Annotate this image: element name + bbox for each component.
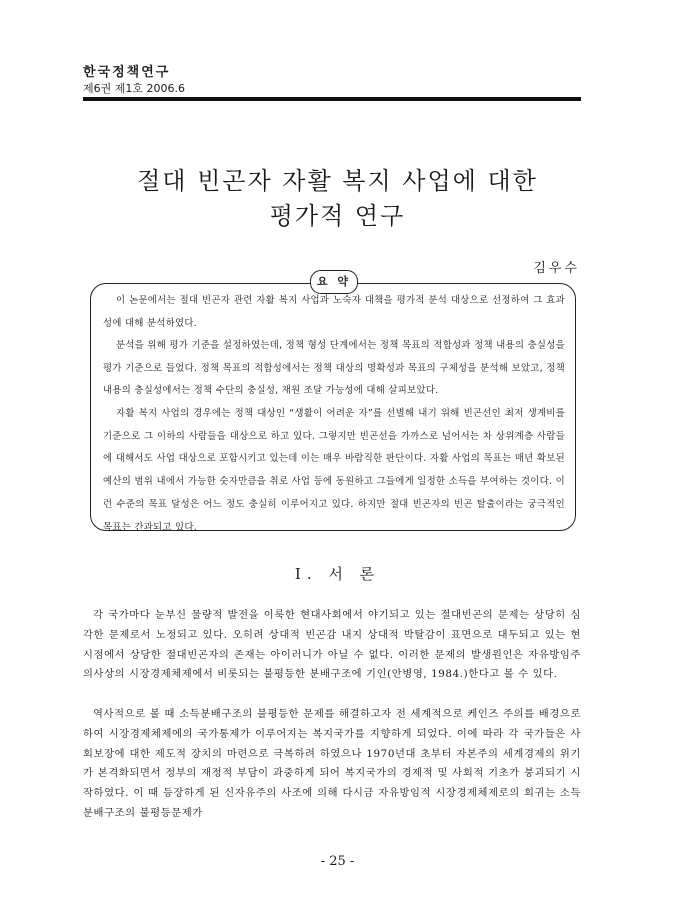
page-number: - 25 - bbox=[320, 854, 355, 869]
abstract-paragraph-1: 이 논문에서는 절대 빈곤자 관련 자활 복지 사업과 노숙자 대책을 평가적 분석 대상으로 선정하여 그 효과성에 대해 분석하였다. bbox=[103, 295, 565, 329]
abstract-paragraph-3: 자활 복지 사업의 경우에는 정책 대상인 “생활이 어려운 자”를 선별해 내기 위해 빈곤선인 최저 생계비를 기준으로 그 이하의 사람들을 대상으로 하고 있다. 그렇지만 빈곤선을 가까스로 넘어서는 차 상위계층 사람들에 대해서도 사업 대상으로 포함시키고 있는데 이는 매우 바람직한 판단이다. 자활 사업의 목표는 매년 확보된 예산의 범위 내에서 가능한 숫자만큼을 취로 사업 등에 동원하고 그들에게 일정한 소득을 부여하는 것이다. 이런 수준의 목표 달성은 어느 정도 충실히 이루어지고 있다. 하지만 절대 빈곤자의 빈곤 탈출이라는 궁극적인 목표는 간과되고 있다. bbox=[103, 408, 565, 533]
journal-issue: 제6권 제1호 2006.6 bbox=[83, 82, 185, 95]
body-paragraph-1: 각 국가마다 눈부신 물량적 발전을 이룩한 현대사회에서 야기되고 있는 절대빈곤의 문제는 상당히 심각한 문제로서 노정되고 있다. 오히려 상대적 빈곤감 내지 상대적 박탈감이 표면으로 대두되고 있는 현 시점에서 상당한 절대빈곤자의 존재는 아이러니가 아닐 수 없다. 이러한 문제의 발생원인은 자유방임주의사상의 시장경제체제에서 비롯되는 불평등한 분배구조에 기인(안병영, 1984.)한다고 볼 수 있다. bbox=[83, 609, 581, 681]
abstract-paragraph-2: 분석을 위해 평가 기준을 설정하였는데, 정책 형성 단계에서는 정책 목표의 적합성과 정책 내용의 충실성을 평가 기준으로 들었다. 정책 목표의 적합성에서는 정책 대상의 명확성과 목표의 구체성을 분석해 보았고, 정책 내용의 충실성에서는 정책 수단의 충실성, 재원 조달 가능성에 대해 살피보았다. bbox=[103, 340, 565, 397]
abstract-label: 요 약 bbox=[310, 270, 358, 294]
paper-title-line1: 절대 빈곤자 자활 복지 사업에 대한 bbox=[137, 167, 538, 195]
paper-title-line2: 평가적 연구 bbox=[269, 202, 406, 230]
journal-name: 한국정책연구 bbox=[83, 65, 171, 80]
section-title-introduction: Ⅰ. 서 론 bbox=[294, 565, 381, 583]
header-rule bbox=[83, 97, 581, 101]
author-name: 김우수 bbox=[533, 261, 580, 276]
body-paragraph-2: 역사적으로 볼 때 소득분배구조의 불평등한 문제를 해결하고자 전 세계적으로 케인즈 주의를 배경으로 하여 시장경제체제에의 국가통제가 이루어지는 복지국가를 지향하게 되었다. 이에 따라 각 국가들은 사회보장에 대한 제도적 장치의 마련으로 극복하려 하였으나 1970년대 초부터 자본주의 세계경제의 위기가 본격화되면서 정부의 재정적 부담이 과중하게 되어 복지국가의 경제적 및 사회적 기초가 붕괴되기 시작하였다. 이 때 등장하게 된 신자유주의 사조에 의해 다시금 자유방임적 시장경제체제로의 회귀는 소득분배구조의 불평등문제가 bbox=[83, 708, 581, 819]
